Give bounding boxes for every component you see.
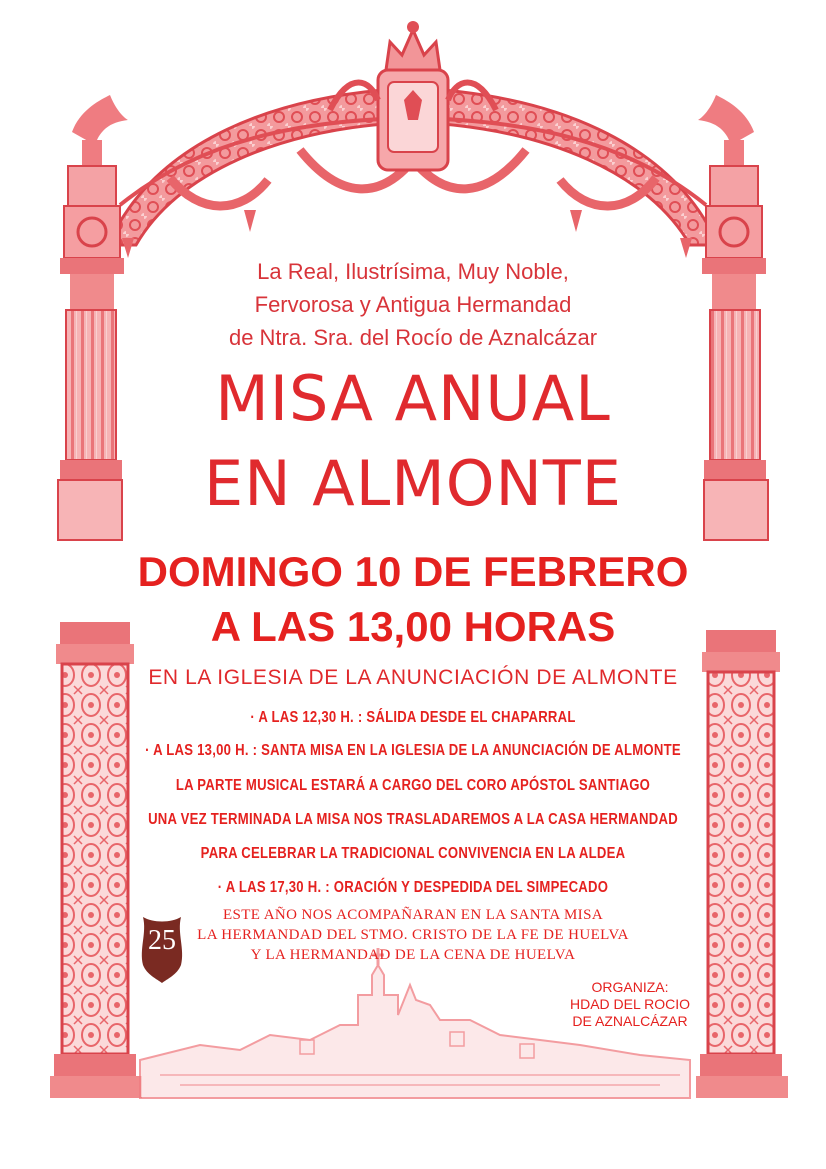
- header-line-1: La Real, Ilustrísima, Muy Noble,: [257, 259, 569, 284]
- event-date: DOMINGO 10 DE FEBRERO: [137, 548, 689, 595]
- header-line-2: Fervorosa y Antigua Hermandad: [254, 292, 572, 317]
- program-item: LA PARTE MUSICAL ESTARÁ A CARGO DEL CORO APÓSTOL SANTIAGO: [175, 777, 651, 794]
- organizer-label: ORGANIZA:: [591, 979, 669, 995]
- title-line-2: EN ALMONTE: [204, 447, 622, 520]
- event-time: A LAS 13,00 HORAS: [210, 603, 616, 650]
- program-item: UNA VEZ TERMINADA LA MISA NOS TRASLADAREMOS A LA CASA HERMANDAD: [148, 811, 678, 828]
- event-venue: EN LA IGLESIA DE LA ANUNCIACIÓN DE ALMONTE: [148, 666, 678, 689]
- program-item: · A LAS 12,30 H. : SÁLIDA DESDE EL CHAPARRAL: [250, 709, 576, 726]
- anniversary-number: 25: [148, 925, 176, 956]
- program-item: · A LAS 17,30 H. : ORACIÓN Y DESPEDIDA DEL SIMPECADO: [217, 879, 609, 896]
- brotherhood-name: [0, 255, 826, 354]
- organizer-name-2: DE AZNALCÁZAR: [572, 1013, 688, 1029]
- accompany-line: ESTE AÑO NOS ACOMPAÑARAN EN LA SANTA MISA: [222, 907, 604, 923]
- accompany-line: Y LA HERMANDAD DE LA CENA DE HUELVA: [250, 947, 576, 963]
- program-item: · A LAS 13,00 H. : SANTA MISA EN LA IGLESIA DE LA ANUNCIACIÓN DE ALMONTE: [145, 742, 681, 759]
- accompany-line: LA HERMANDAD DEL STMO. CRISTO DE LA FE DE HUELVA: [197, 927, 629, 943]
- lower-right-pillar: [696, 630, 788, 1098]
- organizer: [560, 979, 700, 1030]
- organizer-name-1: HDAD DEL ROCIO: [569, 996, 691, 1012]
- title-line-1: MISA ANUAL: [215, 362, 611, 435]
- program-item: PARA CELEBRAR LA TRADICIONAL CONVIVENCIA EN LA ALDEA: [200, 845, 626, 862]
- header-line-3: de Ntra. Sra. del Rocío de Aznalcázar: [228, 325, 598, 350]
